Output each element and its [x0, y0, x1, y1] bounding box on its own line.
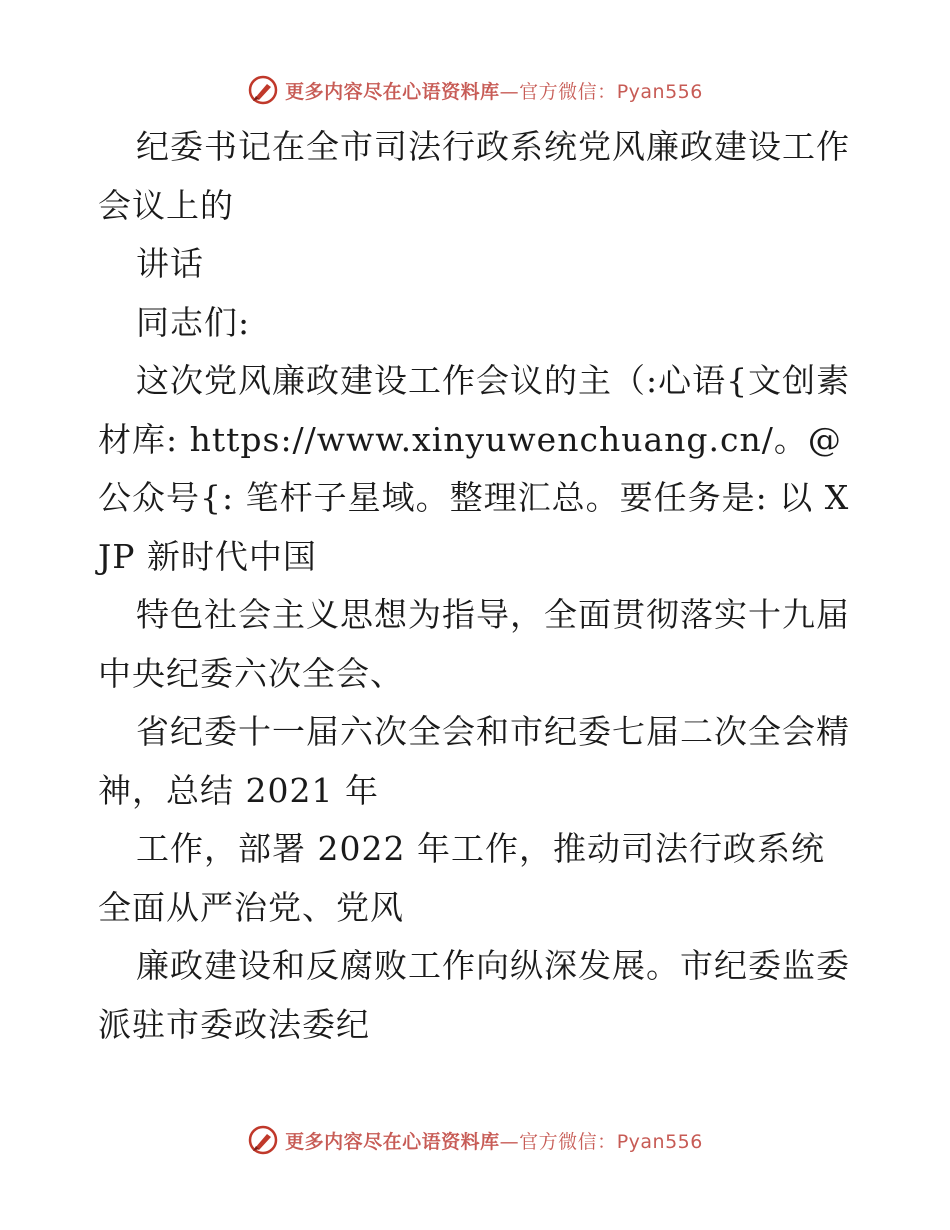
banner-id: Pyan556 [616, 1130, 703, 1153]
banner-separator: — [499, 1130, 520, 1153]
paragraph-title: 纪委书记在全市司法行政系统党风廉政建设工作会议上的 [98, 127, 850, 225]
paragraph-body: 特色社会主义思想为指导，全面贯彻落实十九届中央纪委六次全会、 [98, 595, 850, 693]
paragraph-body: 廉政建设和反腐败工作向纵深发展。市纪委监委派驻市委政法委纪 [98, 946, 850, 1044]
banner-text [285, 77, 703, 104]
paragraph-body: 省纪委十一届六次全会和市纪委七届二次全会精神，总结 2021 年 [98, 712, 850, 810]
banner-main: 更多内容尽在心语资料库 [285, 1130, 500, 1153]
banner-official: 官方微信： [519, 1130, 617, 1153]
paragraph-body: 工作，部署 2022 年工作，推动司法行政系统全面从严治党、党风 [98, 829, 825, 927]
banner-text [285, 1127, 703, 1154]
paragraph-salutation: 同志们: [136, 302, 251, 342]
banner-separator: — [499, 80, 520, 103]
pen-logo-icon [247, 74, 279, 106]
pen-logo-icon [247, 1124, 279, 1156]
banner-id: Pyan556 [616, 80, 703, 103]
banner-official: 官方微信： [519, 80, 617, 103]
header-banner [0, 70, 950, 110]
banner-main: 更多内容尽在心语资料库 [285, 80, 500, 103]
paragraph-body: 这次党风廉政建设工作会议的主（:心语{文创素材库: https://www.xinyuwenchuang.cn/。@公众号{: 笔杆子星域。整理汇总。要任务是: 以 XJP 新时代中国 [98, 361, 851, 576]
paragraph-title-cont: 讲话 [136, 244, 204, 283]
document-body [98, 118, 858, 1054]
footer-banner [0, 1120, 950, 1160]
